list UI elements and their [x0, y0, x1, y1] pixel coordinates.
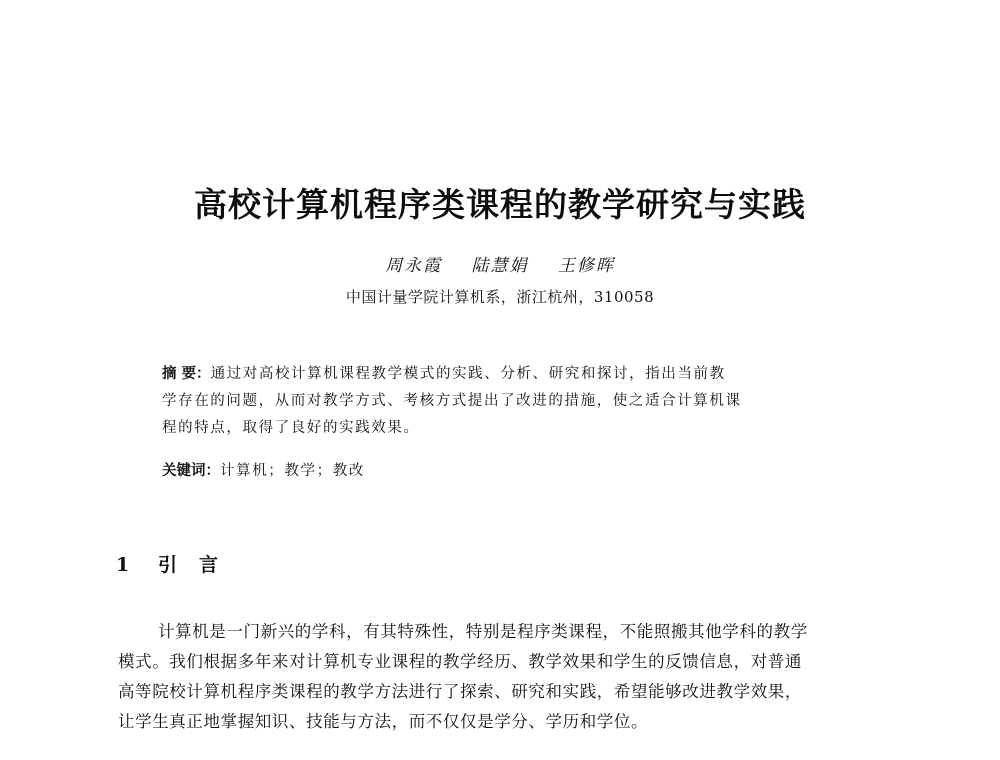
paper-title: 高校计算机程序类课程的教学研究与实践: [194, 185, 806, 224]
keywords-text: 计算机；教学；教改: [220, 463, 365, 479]
body-line: 高等院校计算机程序类课程的教学方法进行了探索、研究和实践，希望能够改进教学效果，: [118, 682, 802, 701]
author-name: 王修晖: [557, 256, 615, 276]
body-paragraph: [118, 617, 908, 737]
keywords-label: 关键词：: [162, 463, 220, 479]
body-line: 让学生真正地掌握知识、技能与方法，而不仅仅是学分、学历和学位。: [118, 712, 649, 731]
section-title: 引言: [158, 554, 241, 576]
abstract-text: 通过对高校计算机课程教学模式的实践、分析、研究和探讨，指出当前教: [210, 366, 726, 382]
body-line: 模式。我们根据多年来对计算机专业课程的教学经历、教学效果和学生的反馈信息，对普通: [118, 652, 802, 671]
abstract-line: 程的特点，取得了良好的实践效果。: [162, 420, 420, 436]
section-number: 1: [116, 554, 130, 576]
author-affiliation: 中国计量学院计算机系，浙江杭州，310058: [345, 288, 655, 306]
abstract-line: [162, 361, 862, 388]
abstract-line: 学存在的问题，从而对教学方式、考核方式提出了改进的措施，使之适合计算机课: [162, 393, 742, 409]
body-line: 计算机是一门新兴的学科，有其特殊性，特别是程序类课程，不能照搬其他学科的教学: [158, 622, 808, 641]
abstract: [162, 361, 862, 442]
abstract-label: 摘 要：: [162, 366, 211, 382]
author-name: 陆慧娟: [471, 256, 529, 276]
section-heading: [116, 551, 240, 579]
keywords: [162, 458, 862, 484]
author-name: 周永霞: [385, 256, 443, 276]
author-list: [0, 253, 1000, 279]
